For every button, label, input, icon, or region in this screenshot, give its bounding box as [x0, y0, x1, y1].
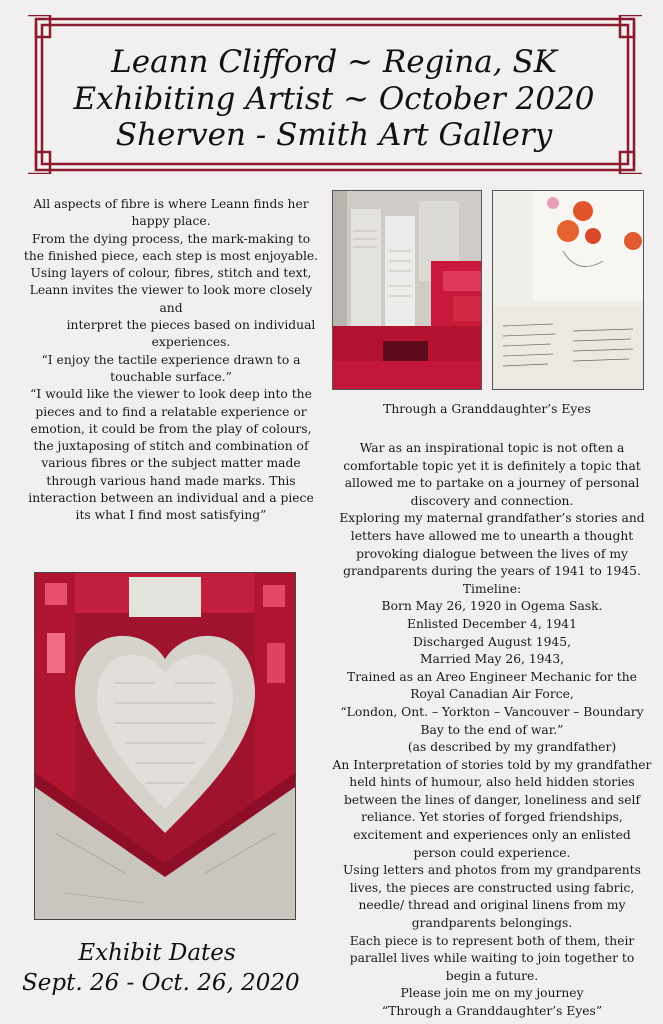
series-title-quote: “Through a Granddaughter’s Eyes”: [381, 1004, 603, 1018]
title-line-artist: Leann Clifford ~ Regina, SK: [111, 44, 557, 80]
series-para: An Interpretation of stories told by my grandfather held hints of humour, also held hidden stories between the lines of danger, loneliness and self reliance. Yet stories of forged friendships, excitement and experiences only an enlisted person could experience.: [332, 757, 652, 860]
series-para: Please join me on my journey: [400, 986, 584, 1001]
quilt-photo-heart: [34, 572, 296, 920]
statement-quote: “I would like the viewer to look deep into the pieces and to find a relatable experience or emotion, it could be from the play of colours, the juxtaposing of stitch and combination of various fibres or the subject matter made through various hand made marks. This interaction between an individual and a piece its what I find most satisfying”: [28, 387, 314, 523]
title-line-exhibiting: Exhibiting Artist ~ October 2020: [73, 80, 595, 117]
statement-para: and: [159, 300, 183, 315]
timeline-item: “London, Ont. – Yorkton – Vancouver – Boundary Bay to the end of war.”: [340, 704, 644, 737]
series-para: Each piece is to represent both of them, their parallel lives while waiting to join together to begin a future.: [349, 933, 635, 983]
series-para: Using letters and photos from my grandparents lives, the pieces are constructed using fabric, needle/ thread and original linens from my grandparents belongings.: [343, 863, 641, 931]
quilt-photo-linens-letters: [492, 190, 644, 390]
statement-para: Using layers of colour, fibres, stitch and text, Leann invites the viewer to look more closely: [29, 266, 313, 298]
series-para: Exploring my maternal grandfather’s stories and letters have allowed me to unearth a thought provoking dialogue between the lives of my grandparents during the years of 1941 to 1945.: [339, 511, 645, 579]
exhibit-dates-range: Sept. 26 - Oct. 26, 2020: [22, 970, 300, 996]
series-para: War as an inspirational topic is not often a comfortable topic yet it is definitely a topic that allowed me to partake on a journey of personal discovery and connection.: [343, 441, 641, 508]
timeline-item: Enlisted December 4, 1941: [407, 616, 577, 631]
statement-para: All aspects of fibre is where Leann finds her happy place.: [33, 197, 309, 229]
timeline-heading: Timeline:: [462, 581, 522, 596]
statement-para: From the dying process, the mark-making to the finished piece, each step is most enjoyable.: [23, 231, 319, 263]
statement-quote: “I enjoy the tactile experience drawn to a touchable surface.”: [41, 352, 301, 384]
exhibit-dates: [22, 938, 300, 998]
timeline-item: Discharged August 1945,: [412, 634, 571, 649]
timeline-item: Trained as an Areo Engineer Mechanic for the Royal Canadian Air Force,: [347, 669, 637, 702]
statement-para: interpret the pieces based on individual experiences.: [66, 318, 316, 350]
exhibit-title: [60, 44, 608, 154]
photo-caption: Through a Granddaughter’s Eyes: [383, 402, 591, 416]
quilt-photo-log-cabin: [332, 190, 482, 390]
artist-statement: [22, 196, 320, 525]
title-line-gallery: Sherven - Smith Art Gallery: [115, 117, 553, 153]
exhibit-dates-label: Exhibit Dates: [78, 940, 236, 966]
timeline-item: Born May 26, 1920 in Ogema Sask.: [381, 599, 603, 614]
timeline-item: Married May 26, 1943,: [419, 652, 565, 667]
timeline-note: (as described by my grandfather): [407, 740, 617, 755]
series-statement: [332, 440, 652, 1021]
